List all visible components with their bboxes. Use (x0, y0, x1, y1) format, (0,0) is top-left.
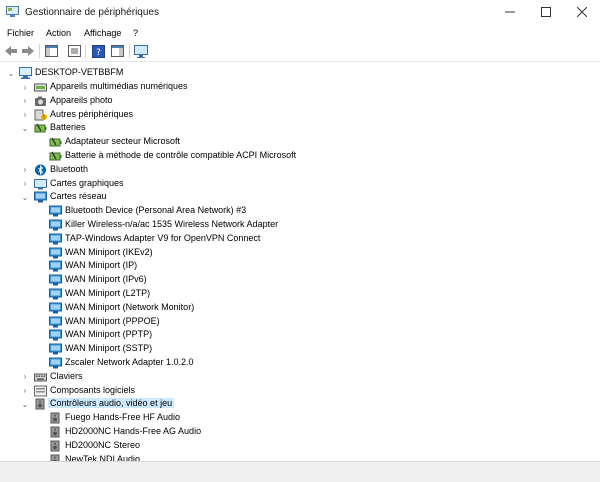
menu-help[interactable]: ? (133, 28, 139, 38)
tree-item-label: HD2000NC Stereo (65, 439, 141, 450)
action-pane-icon (111, 45, 124, 57)
tree-item-label: Fuego Hands-Free HF Audio (65, 412, 181, 423)
tree-category[interactable] (0, 108, 600, 122)
menu-action[interactable]: Action (46, 28, 72, 38)
tree-item-label: WAN Miniport (L2TP) (65, 288, 151, 298)
network-adapter-icon (49, 343, 62, 355)
tree-item-label: Autres périphériques (50, 108, 134, 119)
monitor-scan-icon (134, 45, 148, 58)
menu-affichage[interactable]: Affichage (84, 28, 122, 38)
battery-icon (49, 136, 62, 148)
tree-item-label: Claviers (50, 370, 83, 381)
tree-device[interactable] (0, 246, 600, 260)
collapse-chevron-icon[interactable]: ⌄ (21, 399, 29, 409)
audio-icon (49, 440, 62, 452)
tree-item-label: WAN Miniport (PPTP) (65, 329, 153, 340)
tree-item-label: WAN Miniport (IKEv2) (65, 246, 153, 257)
tree-device[interactable] (0, 342, 600, 356)
maximize-icon (541, 7, 551, 17)
tree-item-label: Adaptateur secteur Microsoft (65, 136, 181, 147)
tree-item-label: WAN Miniport (Network Monitor) (65, 301, 195, 312)
tree-item-label: Appareils photo (50, 94, 113, 105)
device-manager-app-icon (6, 6, 19, 17)
show-hide-console-tree-button[interactable] (44, 44, 58, 58)
help-icon (92, 45, 105, 58)
expand-chevron-icon[interactable]: › (23, 82, 27, 92)
tree-item-label: Contrôleurs audio, vidéo et jeu (50, 398, 173, 409)
minimize-button[interactable] (492, 0, 528, 24)
tree-device[interactable] (0, 301, 600, 315)
audio-icon (49, 454, 62, 461)
tree-category[interactable] (0, 397, 600, 411)
tree-category[interactable] (0, 177, 600, 191)
tree-item-label: WAN Miniport (IPv6) (65, 274, 147, 285)
menu-bar (0, 25, 600, 41)
device-tree (0, 63, 600, 461)
tree-item-label: Batteries (50, 122, 86, 133)
tree-item-label: WAN Miniport (IP) (65, 260, 138, 271)
menu-fichier[interactable]: Fichier (7, 28, 35, 38)
tree-device[interactable] (0, 328, 600, 342)
software-component-icon (34, 385, 47, 397)
forward-button[interactable] (21, 44, 35, 58)
collapse-chevron-icon[interactable]: ⌄ (7, 68, 15, 78)
tree-item-label: Cartes réseau (50, 191, 107, 202)
help-button[interactable] (91, 44, 105, 58)
properties-button[interactable] (67, 44, 81, 58)
collapse-chevron-icon[interactable]: ⌄ (21, 192, 29, 202)
tree-category[interactable] (0, 370, 600, 384)
multimedia-icon (34, 81, 47, 93)
battery-icon (34, 122, 47, 134)
tree-device[interactable] (0, 425, 600, 439)
tree-item-label: NewTek NDI Audio (65, 453, 141, 461)
title-bar[interactable] (0, 0, 600, 24)
tree-device[interactable] (0, 232, 600, 246)
audio-icon (49, 426, 62, 438)
tree-root-label: DESKTOP-VETBBFM (35, 67, 124, 77)
tree-item-label: Composants logiciels (50, 384, 136, 395)
network-adapter-icon (34, 191, 47, 203)
expand-chevron-icon[interactable]: › (23, 165, 27, 175)
svg-text:!: ! (42, 114, 46, 121)
network-adapter-icon (49, 247, 62, 259)
audio-icon (49, 412, 62, 424)
tree-device[interactable] (0, 315, 600, 329)
close-button[interactable] (564, 0, 600, 24)
tree-device[interactable] (0, 273, 600, 287)
computer-icon (19, 67, 32, 79)
console-tree-icon (45, 45, 58, 57)
expand-chevron-icon[interactable]: › (23, 110, 27, 120)
network-adapter-icon (49, 329, 62, 341)
forward-arrow-icon (21, 45, 35, 57)
network-adapter-icon (49, 302, 62, 314)
toolbar-separator (129, 44, 130, 58)
tree-category[interactable] (0, 121, 600, 135)
back-button[interactable] (4, 44, 18, 58)
tree-item-label: Killer Wireless-n/a/ac 1535 Wireless Network Adapter (65, 219, 279, 229)
tree-category[interactable] (0, 163, 600, 177)
camera-icon (34, 95, 47, 107)
network-adapter-icon (49, 233, 62, 245)
network-adapter-icon (49, 219, 62, 231)
bluetooth-icon (34, 164, 47, 176)
maximize-button[interactable] (528, 0, 564, 24)
tree-device[interactable] (0, 204, 600, 218)
toolbar-separator (39, 44, 40, 58)
status-bar (0, 461, 600, 482)
tree-device[interactable] (0, 356, 600, 370)
tree-category[interactable] (0, 190, 600, 204)
battery-icon (49, 150, 62, 162)
tree-category[interactable] (0, 94, 600, 108)
expand-chevron-icon[interactable]: › (23, 179, 27, 189)
expand-chevron-icon[interactable]: › (23, 372, 27, 382)
tree-item-label: WAN Miniport (PPPOE) (65, 315, 160, 326)
tree-device[interactable] (0, 218, 600, 232)
tree-item-label: Zscaler Network Adapter 1.0.2.0 (65, 357, 194, 367)
expand-chevron-icon[interactable]: › (23, 386, 27, 396)
show-action-pane-button[interactable] (110, 44, 124, 58)
svg-text:?: ? (95, 47, 101, 58)
tree-device[interactable] (0, 453, 600, 461)
tree-item-label: TAP-Windows Adapter V9 for OpenVPN Connect (65, 232, 261, 243)
network-adapter-icon (49, 288, 62, 300)
tree-root[interactable] (0, 66, 600, 80)
window-title: Gestionnaire de périphériques (25, 7, 159, 18)
network-adapter-icon (49, 357, 62, 369)
network-adapter-icon (49, 205, 62, 217)
minimize-icon (505, 7, 515, 17)
audio-icon (34, 398, 47, 410)
toolbar-separator (85, 44, 86, 58)
tree-category[interactable] (0, 384, 600, 398)
close-icon (577, 7, 587, 17)
collapse-chevron-icon[interactable]: ⌄ (21, 123, 29, 133)
expand-chevron-icon[interactable]: › (23, 96, 27, 106)
tree-device[interactable] (0, 439, 600, 453)
back-arrow-icon (4, 45, 18, 57)
network-adapter-icon (49, 274, 62, 286)
tree-device[interactable] (0, 259, 600, 273)
tree-item-label: HD2000NC Hands-Free AG Audio (65, 426, 202, 436)
tree-device[interactable] (0, 411, 600, 425)
properties-icon (68, 45, 81, 57)
toolbar (0, 41, 600, 62)
tree-device[interactable] (0, 135, 600, 149)
tree-item-label: Batterie à méthode de contrôle compatible ACPI Microsoft (65, 150, 297, 160)
keyboard-icon (34, 371, 47, 383)
display-adapter-icon (34, 178, 47, 190)
network-adapter-icon (49, 316, 62, 328)
tree-device[interactable] (0, 287, 600, 301)
tree-item-label: Bluetooth Device (Personal Area Network) #3 (65, 205, 247, 216)
tree-item-label: WAN Miniport (SSTP) (65, 343, 153, 354)
tree-device[interactable] (0, 149, 600, 163)
scan-hardware-changes-button[interactable] (134, 44, 148, 58)
tree-item-label: Bluetooth (50, 163, 89, 174)
unknown-device-icon (34, 109, 47, 121)
tree-item-label: Cartes graphiques (50, 177, 124, 188)
tree-category[interactable] (0, 80, 600, 94)
network-adapter-icon (49, 260, 62, 272)
tree-item-label: Appareils multimédias numériques (50, 81, 188, 91)
